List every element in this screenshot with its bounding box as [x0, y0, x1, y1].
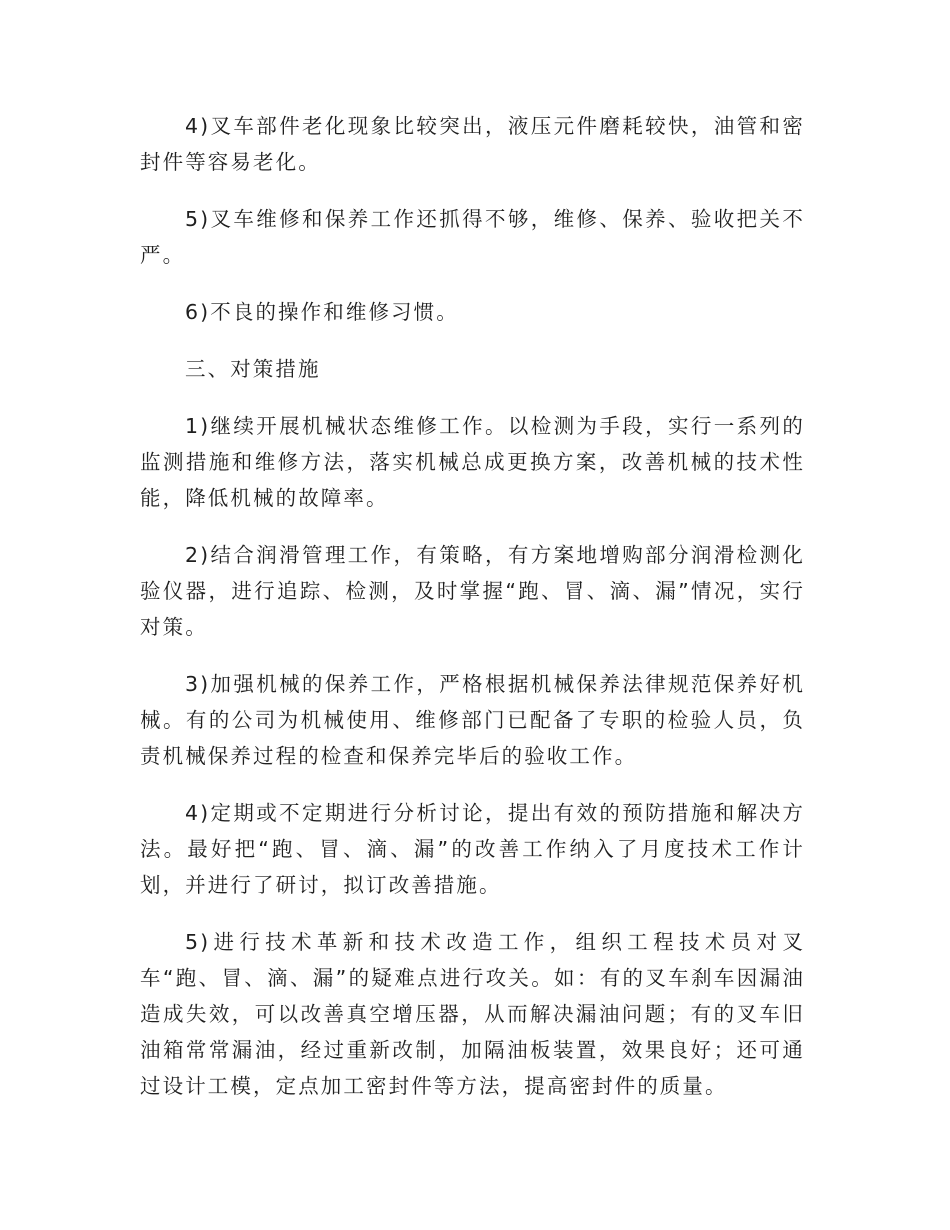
paragraph-regular-analysis: 4)定期或不定期进行分析讨论，提出有效的预防措施和解决方法。最好把“跑、冒、滴、漏”的改善工作纳入了月度技术工作计划，并进行了研讨，拟订改善措施。: [140, 801, 805, 897]
document-body: [140, 108, 805, 1125]
paragraph-strengthen-maintenance: 3)加强机械的保养工作，严格根据机械保养法律规范保养好机械。有的公司为机械使用、维修部门已配备了专职的检验人员，负责机械保养过程的检查和保养完毕后的验收工作。: [140, 672, 805, 768]
section-heading-countermeasures: 三、对策措施: [185, 357, 321, 381]
paragraph-lubrication-management: 2)结合润滑管理工作，有策略，有方案地增购部分润滑检测化验仪器，进行追踪、检测，及时掌握“跑、冒、滴、漏”情况，实行对策。: [140, 543, 805, 639]
paragraph-technical-innovation: 5)进行技术革新和技术改造工作，组织工程技术员对叉车“跑、冒、滴、漏”的疑难点进行攻关。如：有的叉车刹车因漏油造成失效，可以改善真空增压器，从而解决漏油问题；有的叉车旧油箱常常漏油，经过重新改制，加隔油板装置，效果良好；还可通过设计工模，定点加工密封件等方法，提高密封件的质量。: [140, 930, 805, 1098]
paragraph-bad-habits: 6)不良的操作和维修习惯。: [185, 300, 459, 324]
paragraph-maintenance-insufficient: 5)叉车维修和保养工作还抓得不够，维修、保养、验收把关不严。: [140, 207, 805, 267]
paragraph-condition-maintenance: 1)继续开展机械状态维修工作。以检测为手段，实行一系列的监测措施和维修方法，落实机械总成更换方案，改善机械的技术性能，降低机械的故障率。: [140, 414, 805, 510]
paragraph-aging-components: 4)叉车部件老化现象比较突出，液压元件磨耗较快，油管和密封件等容易老化。: [140, 114, 805, 174]
